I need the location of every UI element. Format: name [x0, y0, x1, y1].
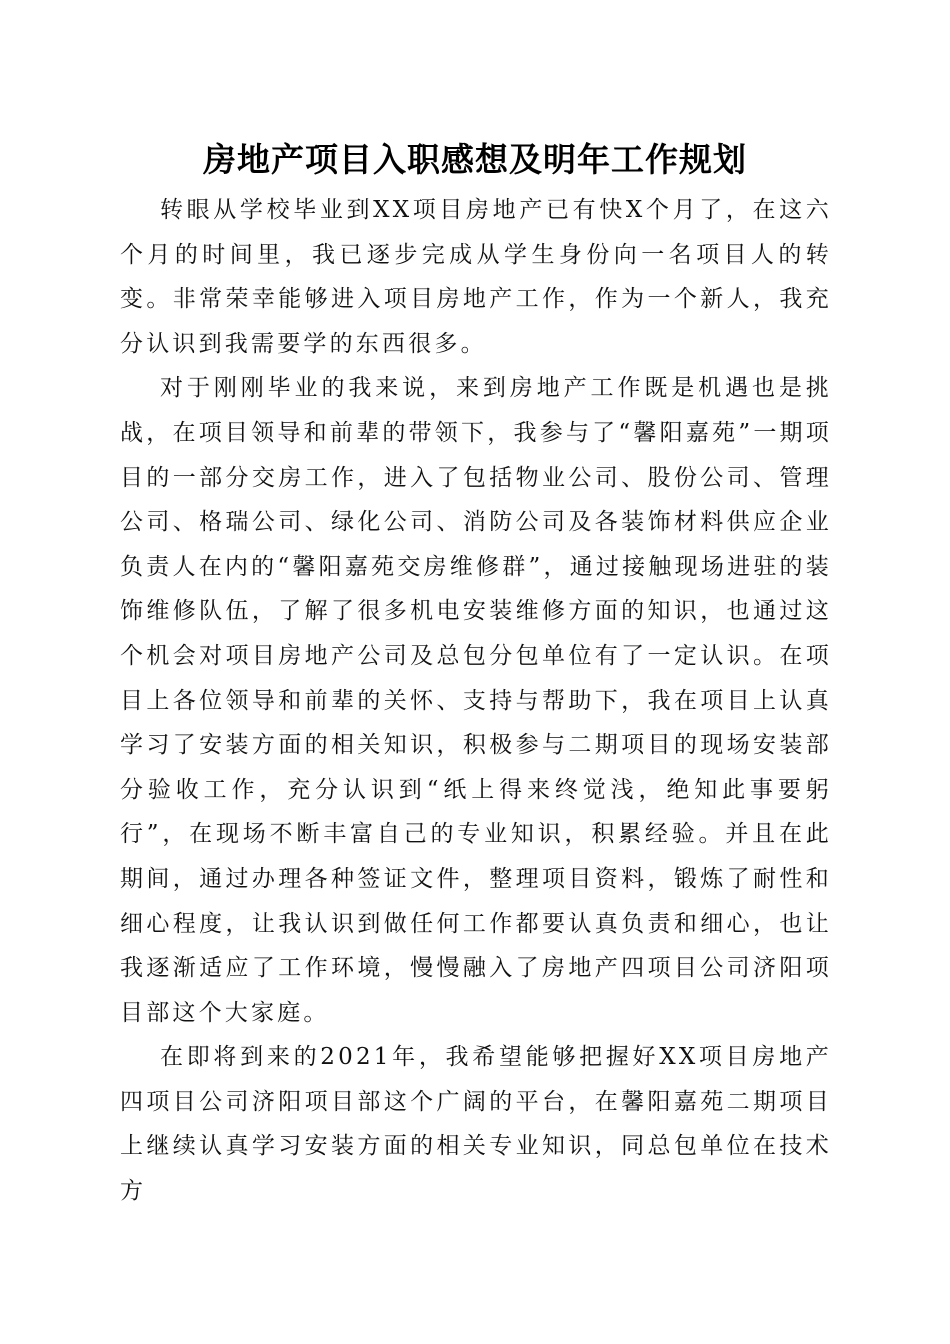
paragraph-3: 在即将到来的2021年，我希望能够把握好XX项目房地产四项目公司济阳项目部这个广阔的平台，在馨阳嘉苑二期项目上继续认真学习安装方面的相关专业知识，同总包单位在技术方 [120, 1044, 832, 1205]
document-title: 房地产项目入职感想及明年工作规划 [203, 140, 747, 179]
paragraph-2: 对于刚刚毕业的我来说，来到房地产工作既是机遇也是挑战，在项目领导和前辈的带领下，我参与了“馨阳嘉苑”一期项目的一部分交房工作，进入了包括物业公司、股份公司、管理公司、格瑞公司、绿化公司、消防公司及各装饰材料供应企业负责人在内的“馨阳嘉苑交房维修群”，通过接触现场进驻的装饰维修队伍，了解了很多机电安装维修方面的知识，也通过这个机会对项目房地产公司及总包分包单位有了一定认识。在项目上各位领导和前辈的关怀、支持与帮助下，我在项目上认真学习了安装方面的相关知识，积极参与二期项目的现场安装部分验收工作，充分认识到“纸上得来终觉浅，绝知此事要躬行”，在现场不断丰富自己的专业知识，积累经验。并且在此期间，通过办理各种签证文件，整理项目资料，锻炼了耐性和细心程度，让我认识到做任何工作都要认真负责和细心，也让我逐渐适应了工作环境，慢慢融入了房地产四项目公司济阳项目部这个大家庭。 [120, 375, 832, 1026]
document-body [120, 188, 832, 1214]
paragraph-1: 转眼从学校毕业到XX项目房地产已有快X个月了，在这六个月的时间里，我已逐步完成从学生身份向一名项目人的转变。非常荣幸能够进入项目房地产工作，作为一个新人，我充分认识到我需要学的东西很多。 [120, 197, 832, 357]
